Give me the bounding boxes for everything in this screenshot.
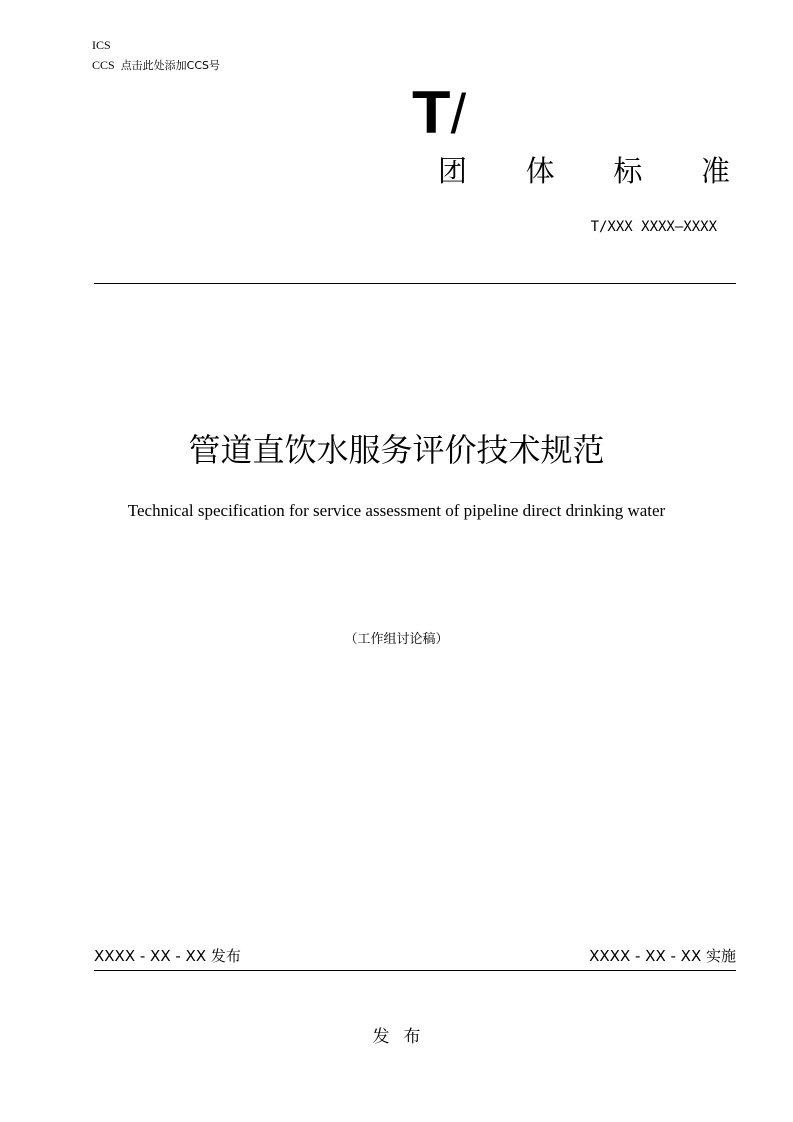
standard-logo [412, 80, 466, 147]
logo-letter: T [412, 79, 451, 146]
draft-status: （工作组讨论稿） [344, 632, 449, 647]
top-divider [94, 283, 736, 284]
issue-date: XXXX - XX - XX 发布 [94, 947, 241, 965]
standard-type-char: 标 [613, 154, 643, 188]
document-title-english: Technical specification for service assessment of pipeline direct drinking water [127, 501, 666, 520]
standard-type [438, 152, 730, 190]
ics-label: ICS [92, 38, 111, 52]
ccs-line [92, 58, 220, 73]
ccs-placeholder-hint[interactable]: 点击此处添加CCS号 [120, 59, 221, 72]
bottom-divider [94, 970, 736, 971]
standard-type-char: 准 [700, 154, 730, 188]
logo-slash: / [450, 82, 467, 145]
standard-type-char: 团 [438, 154, 468, 188]
document-title-chinese: 管道直饮水服务评价技术规范 [188, 431, 605, 469]
implementation-date: XXXX - XX - XX 实施 [589, 947, 736, 965]
publisher: 发布 [372, 1027, 435, 1047]
standard-type-char: 体 [525, 154, 555, 188]
standard-number: T/XXX XXXX—XXXX [590, 219, 717, 235]
ccs-label: CCS [92, 58, 115, 72]
